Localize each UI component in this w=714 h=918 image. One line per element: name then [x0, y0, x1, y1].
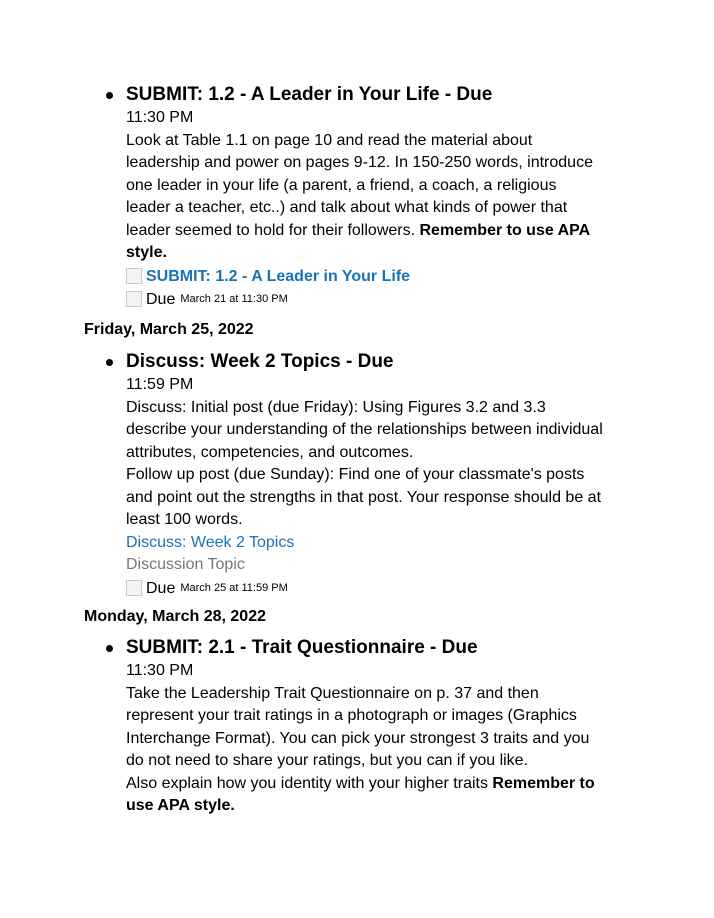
broken-image-icon — [126, 268, 142, 284]
due-date: March 21 at 11:30 PM — [180, 292, 288, 305]
due-label: Due — [146, 579, 176, 597]
discussion-link[interactable]: Discuss: Week 2 Topics — [126, 533, 295, 551]
item-type: Discussion Topic — [126, 556, 245, 573]
due-row — [126, 288, 646, 311]
day-heading: Friday, March 25, 2022 — [84, 321, 254, 338]
due-time: 11:30 PM — [126, 662, 194, 679]
description-line: one leader in your life (a parent, a friend, a coach, a religious — [126, 176, 557, 194]
assignment-title: SUBMIT: 1.2 - A Leader in Your Life - Due — [126, 84, 493, 105]
description-line: Discuss: Initial post (due Friday): Using Figures 3.2 and 3.3 — [126, 398, 546, 416]
apa-reminder: Remember to use APA — [419, 221, 591, 239]
description-line — [126, 242, 646, 265]
description-line: leadership and power on pages 9-12. In 150-250 words, introduce — [126, 154, 593, 171]
apa-reminder: Remember to — [492, 774, 595, 792]
bullet-icon — [106, 359, 113, 366]
due-time: 11:59 PM — [126, 376, 194, 393]
due-label: Due — [146, 290, 176, 308]
description-line: least 100 words. — [126, 511, 243, 528]
description-line: and point out the strengths in that post. Your response should be at — [126, 488, 602, 506]
apa-reminder-end: use APA style. — [126, 797, 235, 814]
description-line: Take the Leadership Trait Questionnaire on p. 37 and then — [126, 684, 539, 702]
assignment-item — [106, 350, 646, 600]
assignment-item — [106, 83, 646, 311]
description-line: represent your trait ratings in a photograph or images (Graphics — [126, 707, 577, 724]
due-date: March 25 at 11:59 PM — [180, 581, 288, 594]
description-line: Look at Table 1.1 on page 10 and read the material about — [126, 131, 533, 149]
description-line: leader a teacher, etc..) and talk about what kinds of power that — [126, 199, 568, 216]
bullet-icon — [106, 92, 113, 99]
assignment-link[interactable]: SUBMIT: 1.2 - A Leader in Your Life — [146, 267, 411, 285]
broken-image-icon — [126, 580, 142, 596]
description-line: Follow up post (due Sunday): Find one of your classmate's posts — [126, 466, 585, 483]
apa-reminder-end: style. — [126, 244, 167, 261]
day-heading: Monday, March 28, 2022 — [84, 608, 266, 625]
description-line: do not need to share your ratings, but you can if you like. — [126, 752, 529, 769]
description-line — [126, 773, 646, 796]
description-text: Also explain how you identity with your higher traits — [126, 774, 493, 792]
description-line: attributes, competencies, and outcomes. — [126, 443, 414, 461]
assignment-item — [106, 636, 646, 818]
bullet-icon — [106, 645, 113, 652]
broken-image-icon — [126, 291, 142, 307]
description-text: leader seemed to hold for their followers. — [126, 221, 420, 239]
description-line — [126, 795, 646, 818]
assignment-title: SUBMIT: 2.1 - Trait Questionnaire - Due — [126, 637, 478, 658]
assignment-link-row[interactable] — [126, 265, 646, 288]
due-time: 11:30 PM — [126, 109, 194, 126]
description-line: Interchange Format). You can pick your strongest 3 traits and you — [126, 729, 590, 747]
description-line: describe your understanding of the relationships between individual — [126, 421, 603, 438]
assignment-title: Discuss: Week 2 Topics - Due — [126, 351, 394, 372]
due-row — [126, 577, 646, 600]
description-line — [126, 220, 646, 243]
